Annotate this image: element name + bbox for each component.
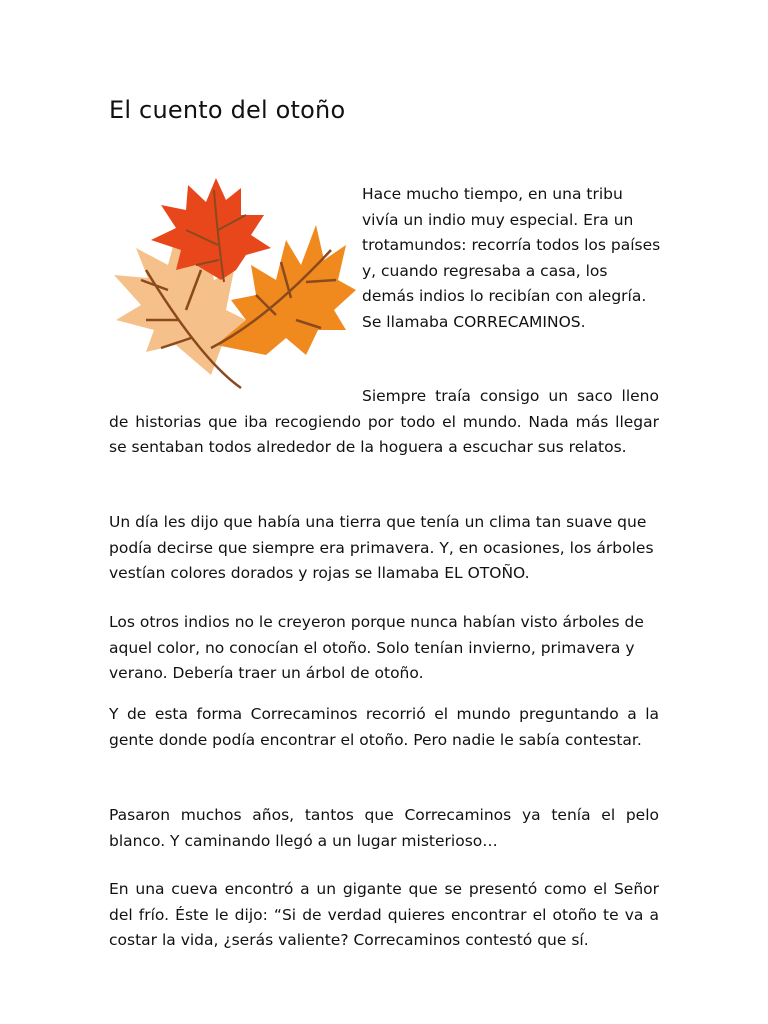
paragraph-4: Los otros indios no le creyeron porque nunca habían visto árboles de aquel color, no conocían el otoño. Solo tenían invierno, primavera y verano. Debería traer un árbol de otoño. (109, 613, 644, 682)
autumn-leaves-icon (106, 170, 356, 400)
paragraph-6: Pasaron muchos años, tantos que Correcaminos ya tenía el pelo blanco. Y caminando llegó a un lugar misterioso… (109, 806, 659, 850)
paragraph-1: Hace mucho tiempo, en una tribu vivía un indio muy especial. Era un trotamundos: recorría todos los países y, cuando regresaba a casa, los demás indios lo recibían con alegría. Se llamaba CORRECAMINOS. (362, 185, 661, 331)
paragraph-7: En una cueva encontró a un gigante que se presentó como el Señor del frío. Éste le dijo: “Si de verdad quieres encontrar el otoño te va a costar la vida, ¿serás valiente? Correcaminos contestó que sí. (109, 880, 659, 949)
paragraph-2: Siempre traía consigo un saco lleno de historias que iba recogiendo por todo el mundo. Nada más llegar se sentaban todos alrededor de la hoguera a escuchar sus relatos. (109, 387, 659, 456)
page-title: El cuento del otoño (109, 96, 346, 124)
paragraph-5: Y de esta forma Correcaminos recorrió el mundo preguntando a la gente donde podía encontrar el otoño. Pero nadie le sabía contestar. (109, 705, 659, 749)
paragraph-3: Un día les dijo que había una tierra que tenía un clima tan suave que podía decirse que siempre era primavera. Y, en ocasiones, los árboles vestían colores dorados y rojas se llamaba EL OTOÑO. (109, 513, 654, 582)
